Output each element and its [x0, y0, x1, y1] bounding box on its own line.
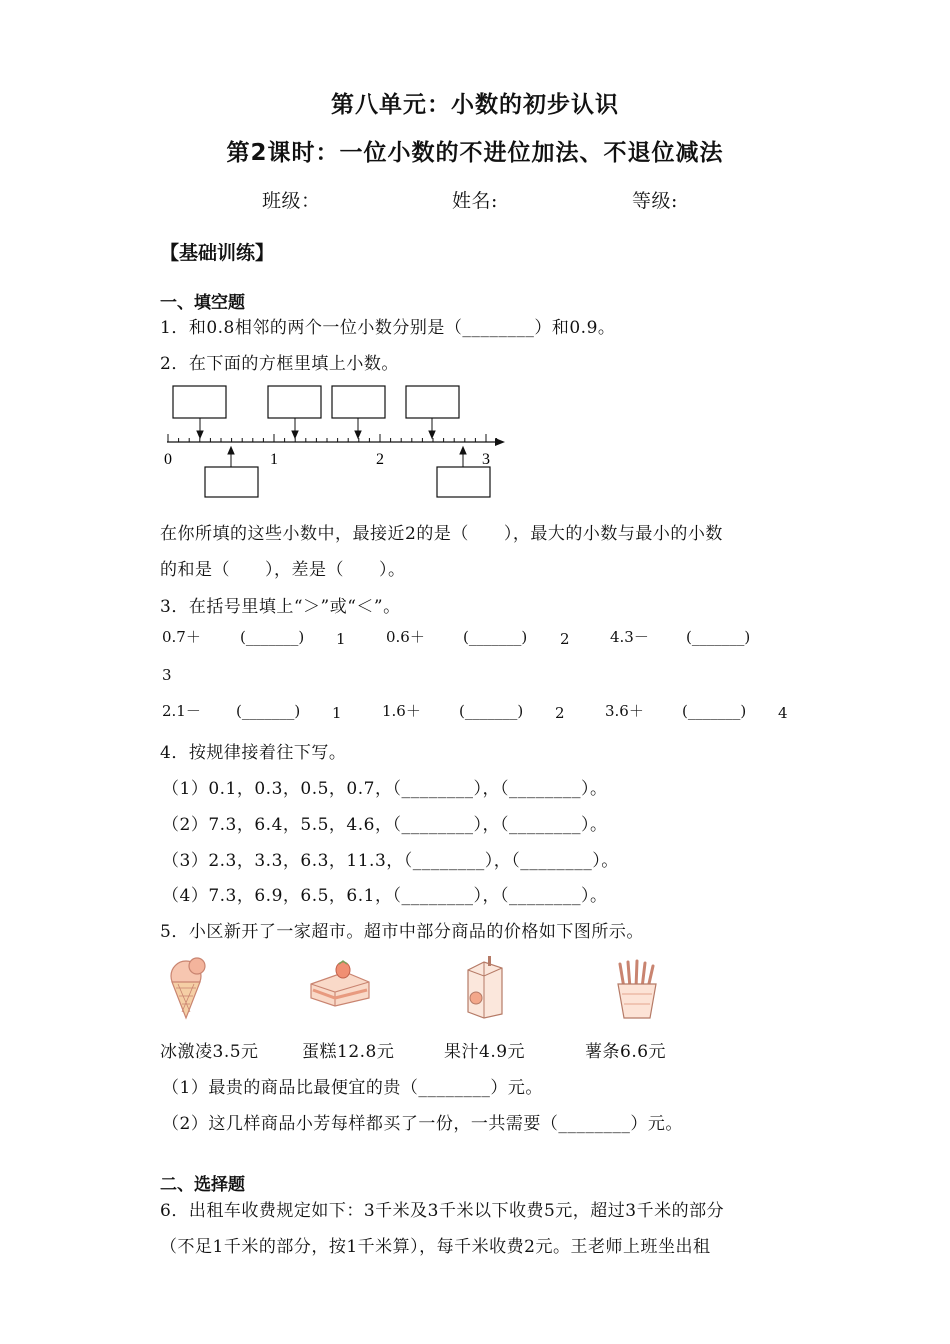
answer-box[interactable]: [332, 386, 385, 418]
product-label: 蛋糕12.8元: [302, 1042, 395, 1062]
compare-blank[interactable]: (_______): [682, 702, 747, 720]
q2-follow-line2: 的和是（ ），差是（ ）。: [160, 560, 406, 580]
product-label: 冰激凌3.5元: [160, 1042, 259, 1062]
compare-wrap: 3: [162, 666, 172, 684]
axis-label: 1: [270, 451, 278, 468]
q6-line1: 6．出租车收费规定如下：3千米及3千米以下收费5元，超过3千米的部分: [160, 1201, 725, 1221]
unit-title: 第八单元：小数的初步认识: [331, 92, 619, 118]
answer-box[interactable]: [406, 386, 459, 418]
class-label: 班级：: [262, 190, 321, 212]
compare-after: 2: [555, 704, 565, 722]
q4-item: （1）0.1，0.3，0.5，0.7，（________），（________）。: [162, 779, 608, 799]
q3-text: 3．在括号里填上“＞”或“＜”。: [160, 597, 401, 617]
fries-icon: [612, 958, 662, 1020]
answer-box[interactable]: [205, 467, 258, 497]
compare-expr: 3.6＋: [605, 702, 644, 720]
compare-after: 1: [336, 630, 346, 648]
name-label: 姓名:: [452, 190, 498, 212]
lesson-title: 第2课时：一位小数的不进位加法、不退位减法: [226, 140, 724, 166]
axis-label: 2: [376, 451, 384, 468]
compare-expr: 0.7＋: [162, 628, 201, 646]
q2-follow-line1: 在你所填的这些小数中，最接近2的是（ ），最大的小数与最小的小数: [160, 524, 723, 544]
product-label: 果汁4.9元: [444, 1042, 526, 1062]
compare-blank[interactable]: (_______): [463, 628, 528, 646]
juice-icon: [462, 956, 508, 1020]
ice-cream-icon: [162, 954, 214, 1020]
compare-expr: 1.6＋: [382, 702, 421, 720]
answer-box[interactable]: [173, 386, 226, 418]
q2-text: 2．在下面的方框里填上小数。: [160, 354, 399, 374]
compare-after: 1: [332, 704, 342, 722]
q4-item: （4）7.3，6.9，6.5，6.1，（________），（________）。: [162, 886, 608, 906]
q4-item: （3）2.3，3.3，6.3，11.3，（________），（________）。: [162, 851, 619, 871]
part2-heading: 二、选择题: [160, 1175, 245, 1195]
compare-expr: 0.6＋: [386, 628, 425, 646]
q5-sub2: （2）这几样商品小芳每样都买了一份，一共需要（________）元。: [162, 1114, 683, 1134]
compare-blank[interactable]: (_______): [240, 628, 305, 646]
q5-text: 5．小区新开了一家超市。超市中部分商品的价格如下图所示。: [160, 922, 644, 942]
grade-label: 等级:: [632, 190, 678, 212]
compare-blank[interactable]: (_______): [236, 702, 301, 720]
compare-expr: 4.3－: [610, 628, 649, 646]
answer-box[interactable]: [437, 467, 490, 497]
compare-expr: 2.1－: [162, 702, 201, 720]
q4-item: （2）7.3，6.4，5.5，4.6，（________），（________）。: [162, 815, 608, 835]
axis-label: 3: [482, 451, 490, 468]
section-basic-training: 【基础训练】: [160, 242, 275, 264]
compare-after: 4: [778, 704, 788, 722]
answer-box[interactable]: [268, 386, 321, 418]
q1-text: 1．和0.8相邻的两个一位小数分别是（________）和0.9。: [160, 318, 616, 338]
part1-heading: 一、填空题: [160, 293, 245, 313]
cake-icon: [305, 960, 375, 1010]
q6-line2: （不足1千米的部分，按1千米算），每千米收费2元。王老师上班坐出租: [160, 1237, 711, 1257]
compare-blank[interactable]: (_______): [459, 702, 524, 720]
q4-text: 4．按规律接着往下写。: [160, 743, 347, 763]
product-label: 薯条6.6元: [585, 1042, 667, 1062]
compare-blank[interactable]: (_______): [686, 628, 751, 646]
compare-after: 2: [560, 630, 570, 648]
q5-sub1: （1）最贵的商品比最便宜的贵（________）元。: [162, 1078, 543, 1098]
axis-label: 0: [164, 451, 172, 468]
number-line-figure: [155, 378, 515, 503]
